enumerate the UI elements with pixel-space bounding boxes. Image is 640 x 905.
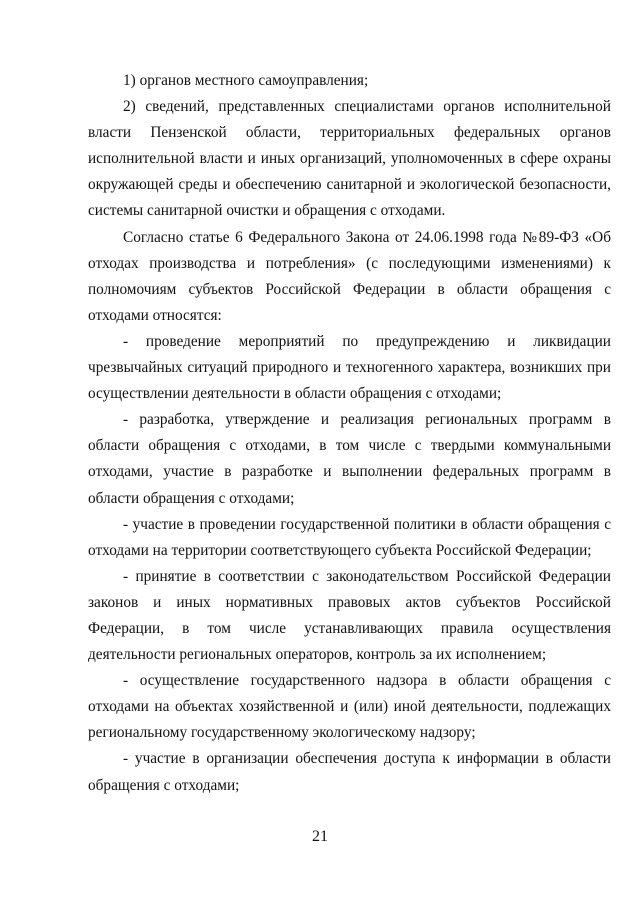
paragraph-local-government: 1) органов местного самоуправления; bbox=[123, 72, 369, 89]
list-item-state-policy: - участие в проведении государственной политики в области обращения с отходами на территории соответствующего субъекта Российской Федерации; bbox=[88, 515, 611, 559]
list-item-regional-legislation: - принятие в соответствии с законодательством Российской Федерации законов и иных нормативных правовых актов субъектов Российской Федерации, в том числе устанавливающих правила осуществления деятельности региональных операторов, контроль за их исполнением; bbox=[88, 567, 611, 664]
body-text bbox=[88, 68, 611, 799]
list-item-state-supervision: - осуществление государственного надзора в области обращения с отходами на объектах хозяйственной и (или) иной деятельности, подлежащих региональному государственному экологическому надзору; bbox=[88, 672, 611, 742]
paragraph-federal-law-intro: Согласно статье 6 Федерального Закона от 24.06.1998 года №89-ФЗ «Об отходах производства и потребления» (с последующими изменениями) к полномочиям субъектов Российской Федерации в области обращения с отходами относятся: bbox=[88, 228, 611, 324]
page-number: 21 bbox=[312, 828, 328, 845]
list-item-regional-programs: - разработка, утверждение и реализация региональных программ в области обращения с отходами, в том числе с твердыми коммунальными отходами, участие в разработке и выполнении федеральных программ в области обращения с отходами; bbox=[88, 411, 611, 507]
list-item-information-access: - участие в организации обеспечения доступа к информации в области обращения с отходами; bbox=[88, 750, 611, 794]
list-item-emergency-prevention: - проведение мероприятий по предупреждению и ликвидации чрезвычайных ситуаций природного и техногенного характера, возникших при осуществлении деятельности в области обращения с отходами; bbox=[88, 332, 611, 403]
paragraph-specialist-data: 2) сведений, представленных специалистами органов исполнительной власти Пензенской области, территориальных федеральных органов исполнительной власти и иных организаций, уполномоченных в сфере охраны окружающей среды и обеспечению санитарной и экологической безопасности, системы санитарной очистки и обращения с отходами. bbox=[88, 98, 611, 220]
